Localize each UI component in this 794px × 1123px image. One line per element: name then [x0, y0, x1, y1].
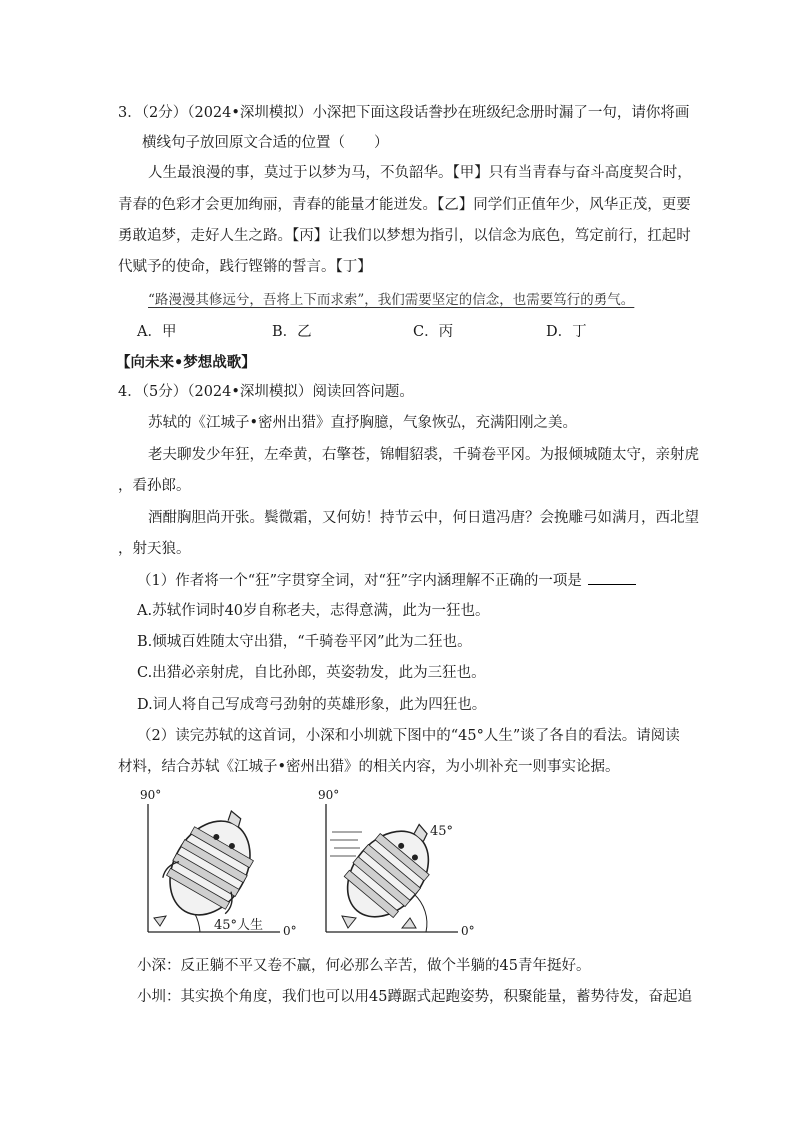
q4-sub2-line2: 材料，结合苏轼《江城子•密州出猎》的相关内容，为小圳补充一则事实论据。: [118, 759, 620, 775]
q4-score: （5分）: [141, 384, 188, 400]
q3-underlined-sentence: “路漫漫其修远兮，吾将上下而求索”，我们需要坚定的信念，也需要笃行的勇气。: [148, 292, 635, 308]
q3-option-d[interactable]: D．丁: [546, 324, 587, 340]
q4-sub1-option-a[interactable]: A.苏轼作词时40岁自称老夫，志得意满，此为一狂也。: [137, 603, 490, 619]
figure-left-angle-label: 45°人生: [214, 918, 264, 933]
q3-passage-line: 勇敢追梦，走好人生之路。【丙】让我们以梦想为指引，以信念为底色，笃定前行，扛起时: [118, 228, 691, 244]
q3-source: （2024•深圳模拟）: [187, 105, 313, 121]
figure-45-life-reclining: [140, 788, 300, 940]
q4-poem-line: ，射天狼。: [118, 541, 191, 557]
figure-left-0-label: 0°: [283, 924, 297, 938]
q4-prompt-text: 阅读回答问题。: [312, 384, 414, 400]
reclining-bug-illustration: [140, 788, 300, 940]
figure-45-life-sprint: [318, 788, 486, 940]
q3-number: 3．: [118, 105, 142, 121]
q3-passage-line: 代赋予的使命，践行铿锵的誓言。【丁】: [118, 259, 372, 275]
q4-sub1-prompt: [137, 570, 636, 591]
q4-poem-line: 老夫聊发少年狂，左牵黄，右擎苍，锦帽貂裘，千骑卷平冈。为报倾城随太守，亲射虎: [148, 447, 699, 463]
figure-right-90-label: 90°: [318, 788, 340, 802]
q4-sub1-option-b[interactable]: B.倾城百姓随太守出猎，“千骑卷平冈”此为二狂也。: [137, 634, 472, 650]
q3-prompt-line1: [118, 103, 689, 123]
q3-option-b[interactable]: B．乙: [272, 324, 312, 340]
figure-right-0-label: 0°: [461, 924, 475, 938]
q4-source: （2024•深圳模拟）: [187, 384, 313, 400]
q4-sub1-option-d[interactable]: D.词人将自己写成弯弓劲射的英雄形象，此为四狂也。: [137, 697, 487, 713]
figure-right-angle-label: 45°: [430, 824, 454, 839]
q4-sub1-text: （1）作者将一个“狂”字贯穿全词，对“狂”字内涵理解不正确的一项是: [137, 573, 582, 589]
q4-intro: 苏轼的《江城子•密州出猎》直抒胸臆，气象恢弘，充满阳刚之美。: [148, 415, 578, 431]
section-title: 【向未来•梦想战歌】: [116, 354, 256, 371]
q3-prompt-text: 小深把下面这段话誊抄在班级纪念册时漏了一句，请你将画: [312, 105, 690, 121]
q3-passage-line: 人生最浪漫的事，莫过于以梦为马，不负韶华。【甲】只有当青春与奋斗高度契合时，: [148, 165, 692, 181]
q4-sub1-option-c[interactable]: C.出猎必亲射虎，自比孙郎，英姿勃发，此为三狂也。: [137, 665, 486, 681]
q3-option-c[interactable]: C．丙: [413, 324, 454, 340]
q4-poem-line: ，看孙郎。: [118, 478, 191, 494]
q4-number: 4．: [118, 384, 142, 400]
figure-left-90-label: 90°: [140, 788, 162, 802]
q3-prompt-line2: 横线句子放回原文合适的位置（ ）: [142, 135, 389, 151]
sprinting-bug-illustration: [318, 788, 486, 940]
q4-sub1-answer-blank[interactable]: [588, 570, 636, 585]
q4-sub2-line1: （2）读完苏轼的这首词，小深和小圳就下图中的“45°人生”谈了各自的看法。请阅读: [137, 728, 680, 744]
q3-option-a[interactable]: A．甲: [137, 324, 177, 340]
q4-dialog-xiaozhen: 小圳：其实换个角度，我们也可以用45蹲踞式起跑姿势，积聚能量，蓄势待发，奋起追: [137, 989, 692, 1005]
q4-prompt-line: [118, 382, 414, 402]
q4-dialog-xiaoshen: 小深：反正躺不平又卷不赢，何必那么辛苦，做个半躺的45青年挺好。: [137, 958, 591, 974]
q3-passage-line: 青春的色彩才会更加绚丽，青春的能量才能迸发。【乙】同学们正值年少，风华正茂，更要: [118, 197, 691, 213]
q3-score: （2分）: [141, 105, 188, 121]
q4-poem-line: 酒酣胸胆尚开张。鬓微霜，又何妨！持节云中，何日遣冯唐？会挽雕弓如满月，西北望: [148, 510, 699, 526]
